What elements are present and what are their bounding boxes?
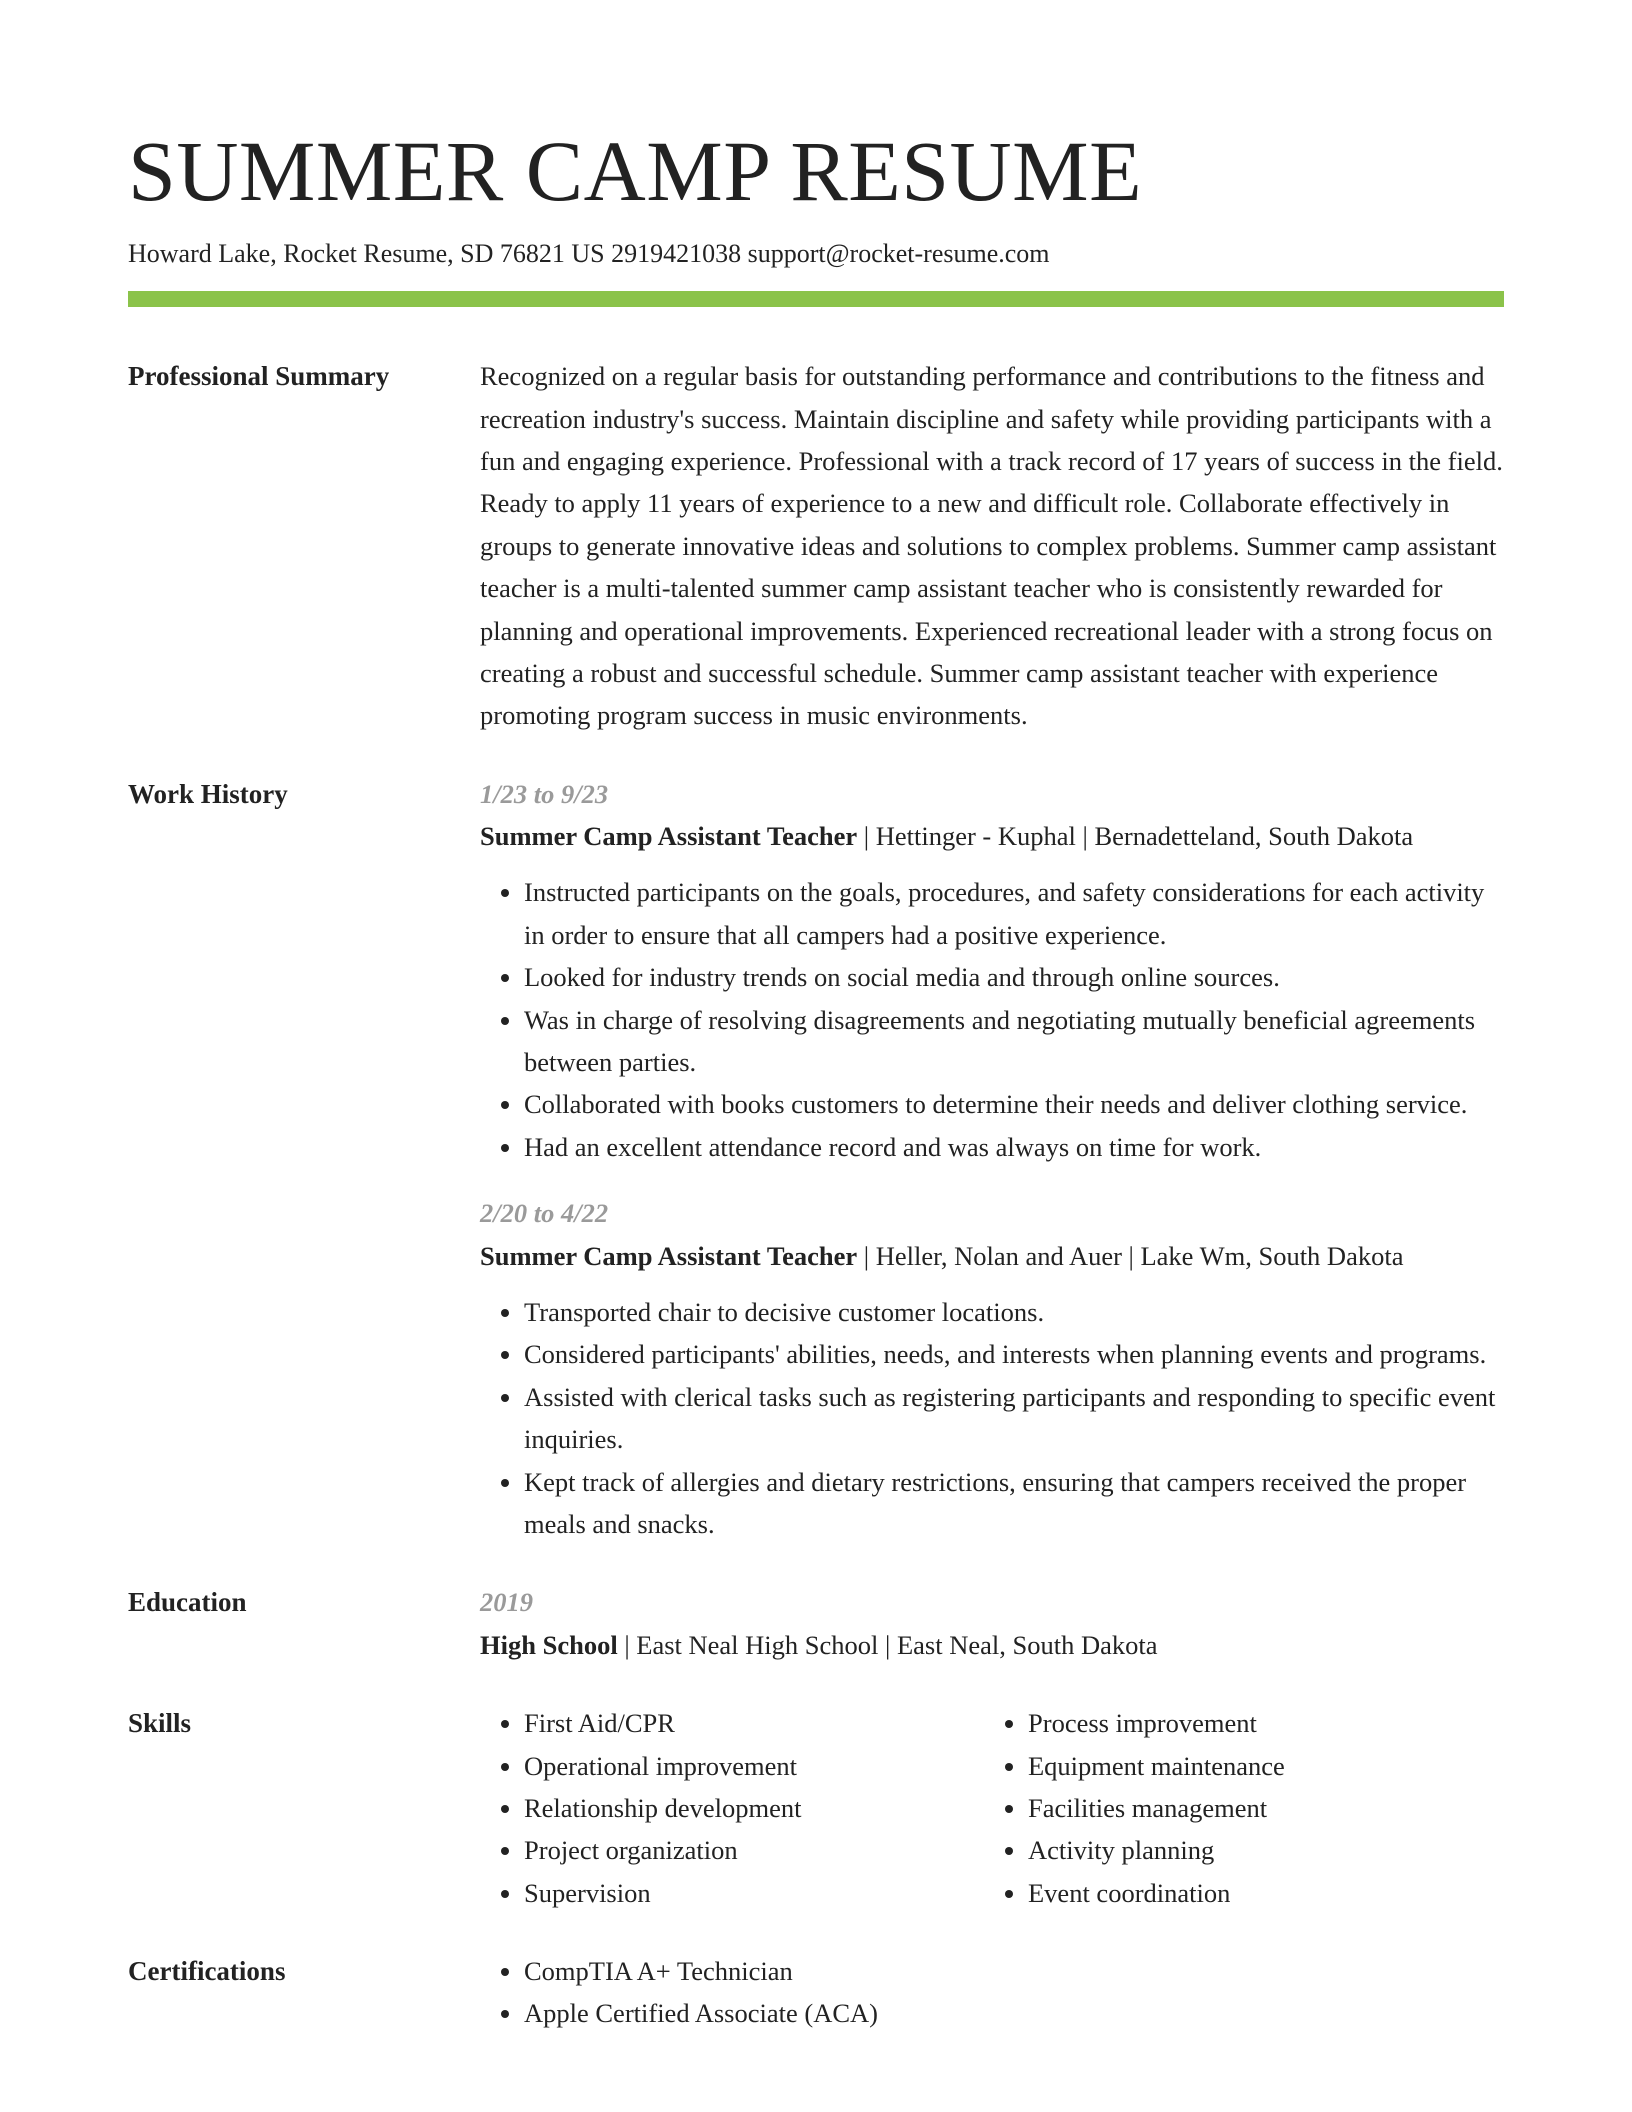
job-entry (480, 773, 1504, 1169)
job-details: | Heller, Nolan and Auer | Lake Wm, South Dakota (857, 1240, 1404, 1271)
education-date: 2019 (480, 1587, 533, 1618)
education-title-line (480, 1624, 1504, 1666)
resume-title: SUMMER CAMP RESUME (128, 123, 1143, 219)
education-body (480, 1581, 1504, 1666)
section-education (128, 1581, 1504, 1666)
job-bullet: • Considered participants' abilities, needs, and interests when planning events and programs. (524, 1333, 1504, 1375)
section-label-summary: Professional Summary (128, 361, 390, 392)
job-bullet: • Collaborated with books customers to determine their needs and deliver clothing service. (524, 1083, 1504, 1125)
skills-columns (480, 1702, 1504, 1914)
job-bullet: • Instructed participants on the goals, procedures, and safety considerations for each activity in order to ensure that all campers had a positive experience. (524, 871, 1504, 956)
skill-item: • Activity planning (1028, 1829, 1285, 1871)
job-bullet: • Transported chair to decisive customer locations. (524, 1291, 1504, 1333)
section-label-work-history: Work History (128, 778, 288, 809)
skill-item: • Relationship development (524, 1787, 984, 1829)
job-title: Summer Camp Assistant Teacher (480, 1240, 858, 1271)
job-title: Summer Camp Assistant Teacher (480, 821, 858, 852)
skill-item: • Project organization (524, 1829, 984, 1871)
skill-item: • Facilities management (1028, 1787, 1285, 1829)
education-details: | East Neal High School | East Neal, South Dakota (617, 1629, 1158, 1660)
accent-divider (128, 291, 1504, 307)
section-work-history (128, 773, 1504, 1546)
skill-item: • Equipment maintenance (1028, 1745, 1285, 1787)
certification-item: • CompTIA A+ Technician (524, 1950, 1504, 1992)
certifications-body (480, 1950, 1504, 2035)
skill-item: • Supervision (524, 1872, 984, 1914)
section-label-certifications: Certifications (128, 1956, 286, 1987)
section-summary (128, 355, 1504, 737)
certification-item: • Apple Certified Associate (ACA) (524, 1992, 1504, 2034)
section-skills (128, 1702, 1504, 1914)
job-entry (480, 1192, 1504, 1545)
job-bullet: • Was in charge of resolving disagreements and negotiating mutually beneficial agreements between parties. (524, 999, 1504, 1084)
summary-text: Recognized on a regular basis for outstanding performance and contributions to the fitness and recreation industry's success. Maintain discipline and safety while providing participants with a fun and engaging experience. Professional with a track record of 17 years of success in the field. Ready to apply 11 years of experience to a new and difficult role. Collaborate effectively in groups to generate innovative ideas and solutions to complex problems. Summer camp assistant teacher is a multi-talented summer camp assistant teacher who is consistently rewarded for planning and operational improvements. Experienced recreational leader with a strong focus on creating a robust and successful schedule. Summer camp assistant teacher with experience promoting program success in music environments. (480, 361, 1503, 731)
job-bullet: • Assisted with clerical tasks such as registering participants and responding to specific event inquiries. (524, 1376, 1504, 1461)
skills-column-right (984, 1702, 1285, 1914)
job-bullets (480, 1291, 1504, 1545)
skill-item: • First Aid/CPR (524, 1702, 984, 1744)
skill-item: • Event coordination (1028, 1872, 1285, 1914)
skill-item: • Operational improvement (524, 1745, 984, 1787)
summary-body (480, 355, 1504, 737)
skill-item: • Process improvement (1028, 1702, 1285, 1744)
job-date: 2/20 to 4/22 (480, 1198, 609, 1229)
job-title-line (480, 1235, 1504, 1277)
certifications-list (480, 1950, 1504, 2035)
skills-column-left (480, 1702, 984, 1914)
job-bullet: • Had an excellent attendance record and was always on time for work. (524, 1126, 1504, 1168)
job-date: 1/23 to 9/23 (480, 778, 609, 809)
section-label-skills: Skills (128, 1708, 192, 1739)
job-bullet: • Looked for industry trends on social media and through online sources. (524, 956, 1504, 998)
job-title-line (480, 815, 1504, 857)
work-history-body (480, 773, 1504, 1546)
job-bullets (480, 871, 1504, 1168)
job-bullet: • Kept track of allergies and dietary restrictions, ensuring that campers received the proper meals and snacks. (524, 1461, 1504, 1546)
job-details: | Hettinger - Kuphal | Bernadetteland, South Dakota (857, 821, 1414, 852)
section-certifications (128, 1950, 1504, 2035)
education-degree: High School (480, 1629, 618, 1660)
contact-line: Howard Lake, Rocket Resume, SD 76821 US 2919421038 support@rocket-resume.com (128, 239, 1050, 268)
section-label-education: Education (128, 1587, 247, 1618)
skills-body (480, 1702, 1504, 1914)
